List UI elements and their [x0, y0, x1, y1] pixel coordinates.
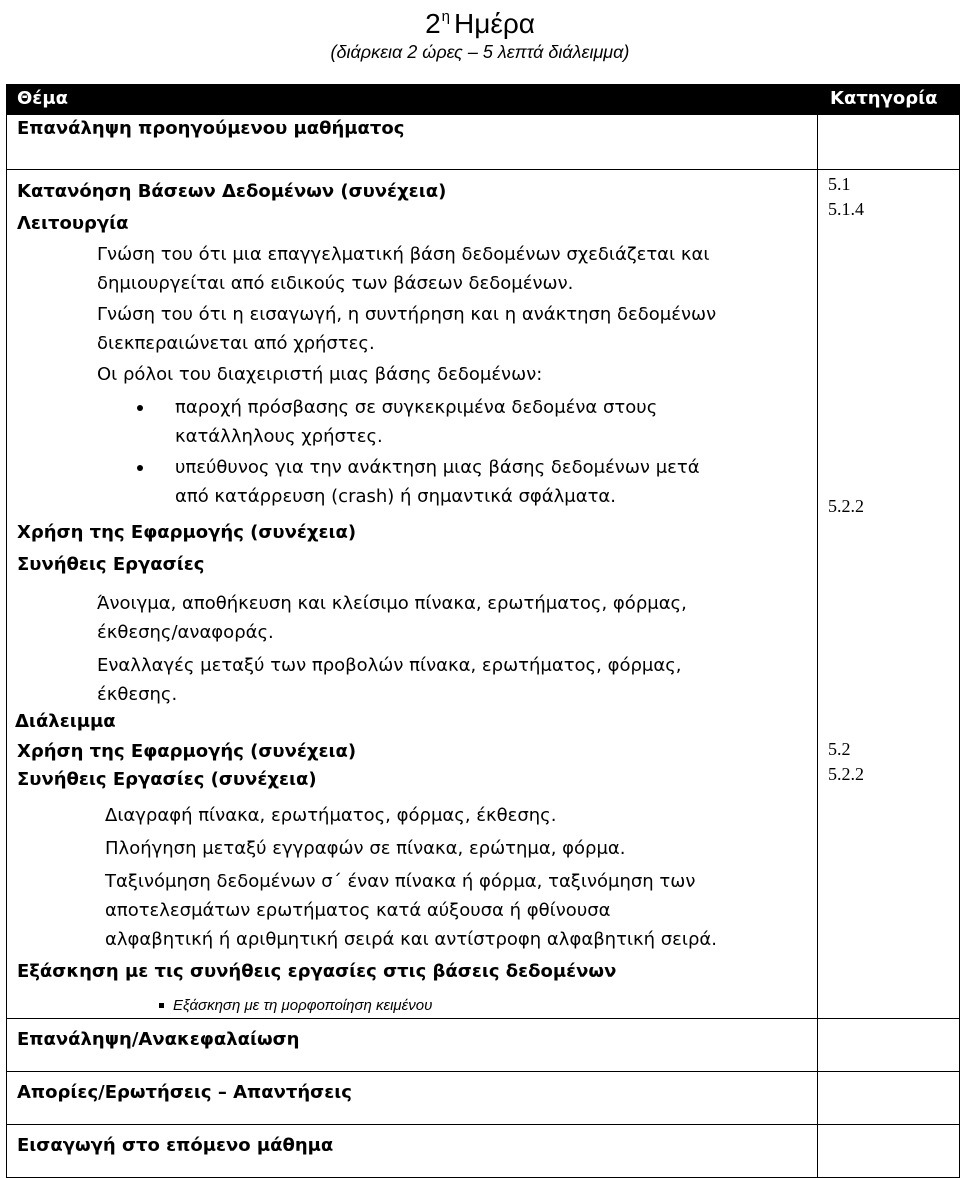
- section-subtitle: Συνήθεις Εργασίες (συνέχεια): [17, 769, 317, 790]
- list-item: υπεύθυνος για την ανάκτηση μιας βάσης δεδομένων μετά από κατάρρευση (crash) ή σημαντικά σφάλματα.: [133, 453, 817, 511]
- category-code: 5.1.4: [828, 199, 864, 219]
- section-subtitle: Λειτουργία: [17, 213, 129, 234]
- revision-prev: Επανάληψη προηγούμενου μαθήματος: [17, 118, 405, 139]
- break-label: Διάλειμμα: [15, 711, 116, 732]
- table-header-row: [7, 85, 960, 115]
- revision-row: [7, 115, 960, 170]
- questions-label: Απορίες/Ερωτήσεις – Απαντήσεις: [17, 1082, 352, 1103]
- next-lesson-label: Εισαγωγή στο επόμενο μάθημα: [17, 1135, 334, 1156]
- day-title: [0, 0, 960, 41]
- content-row: [7, 170, 960, 1019]
- day-superscript: η: [441, 8, 450, 25]
- list-item: παροχή πρόσβασης σε συγκεκριμένα δεδομένα στους κατάλληλους χρήστες.: [133, 393, 817, 451]
- section-subtitle: Συνήθεις Εργασίες: [17, 554, 205, 575]
- header-topic: Θέμα: [7, 85, 818, 115]
- text-line: αλφαβητική ή αριθμητική σειρά και αντίστροφη αλφαβητική σειρά.: [105, 929, 717, 950]
- practice-title: Εξάσκηση με τις συνήθεις εργασίες στις βάσεις δεδομένων: [17, 961, 617, 982]
- text-line: Οι ρόλοι του διαχειριστή μιας βάσης δεδομένων:: [97, 364, 543, 385]
- section-title: Χρήση της Εφαρμογής (συνέχεια): [17, 522, 357, 543]
- section-title: Κατανόηση Βάσεων Δεδομένων (συνέχεια): [17, 181, 447, 202]
- header-category: Κατηγορία: [818, 85, 960, 115]
- text-line: Διαγραφή πίνακα, ερωτήματος, φόρμας, έκθεσης.: [105, 805, 557, 826]
- title-block: [0, 0, 960, 63]
- practice-item: Εξάσκηση με τη μορφοποίηση κειμένου: [17, 994, 817, 1018]
- text-line: Εναλλαγές μεταξύ των προβολών πίνακα, ερωτήματος, φόρμας,: [97, 655, 682, 676]
- text-line: Πλοήγηση μεταξύ εγγραφών σε πίνακα, ερώτημα, φόρμα.: [105, 838, 626, 859]
- day-subtitle: (διάρκεια 2 ώρες – 5 λεπτά διάλειμμα): [330, 42, 630, 62]
- recap-label: Επανάληψη/Ανακεφαλαίωση: [17, 1029, 300, 1050]
- text-line: διεκπεραιώνεται από χρήστες.: [97, 333, 375, 354]
- day-number: 2: [425, 8, 441, 39]
- text-line: έκθεσης/αναφοράς.: [97, 622, 274, 643]
- questions-row: [7, 1072, 960, 1125]
- category-code: 5.2: [828, 739, 851, 759]
- text-line: αποτελεσμάτων ερωτήματος κατά αύξουσα ή φθίνουσα: [105, 900, 611, 921]
- text-line: δημιουργείται από ειδικούς των βάσεων δεδομένων.: [97, 273, 574, 294]
- text-line: Άνοιγμα, αποθήκευση και κλείσιμο πίνακα, ερωτήματος, φόρμας,: [97, 593, 687, 614]
- category-code: 5.2.2: [828, 764, 864, 784]
- day-word: Ημέρα: [453, 8, 535, 39]
- category-code: 5.2.2: [828, 496, 864, 516]
- text-line: Γνώση του ότι η εισαγωγή, η συντήρηση και η ανάκτηση δεδομένων: [97, 304, 717, 325]
- category-code: 5.1: [828, 174, 851, 194]
- admin-roles-list: [17, 393, 817, 511]
- text-line: Γνώση του ότι μια επαγγελματική βάση δεδομένων σχεδιάζεται και: [97, 244, 710, 265]
- text-line: Ταξινόμηση δεδομένων σ΄ έναν πίνακα ή φόρμα, ταξινόμηση των: [105, 871, 696, 892]
- recap-row: [7, 1019, 960, 1072]
- schedule-table: [6, 84, 960, 1178]
- text-line: έκθεσης.: [97, 684, 178, 705]
- section-title: Χρήση της Εφαρμογής (συνέχεια): [17, 741, 357, 762]
